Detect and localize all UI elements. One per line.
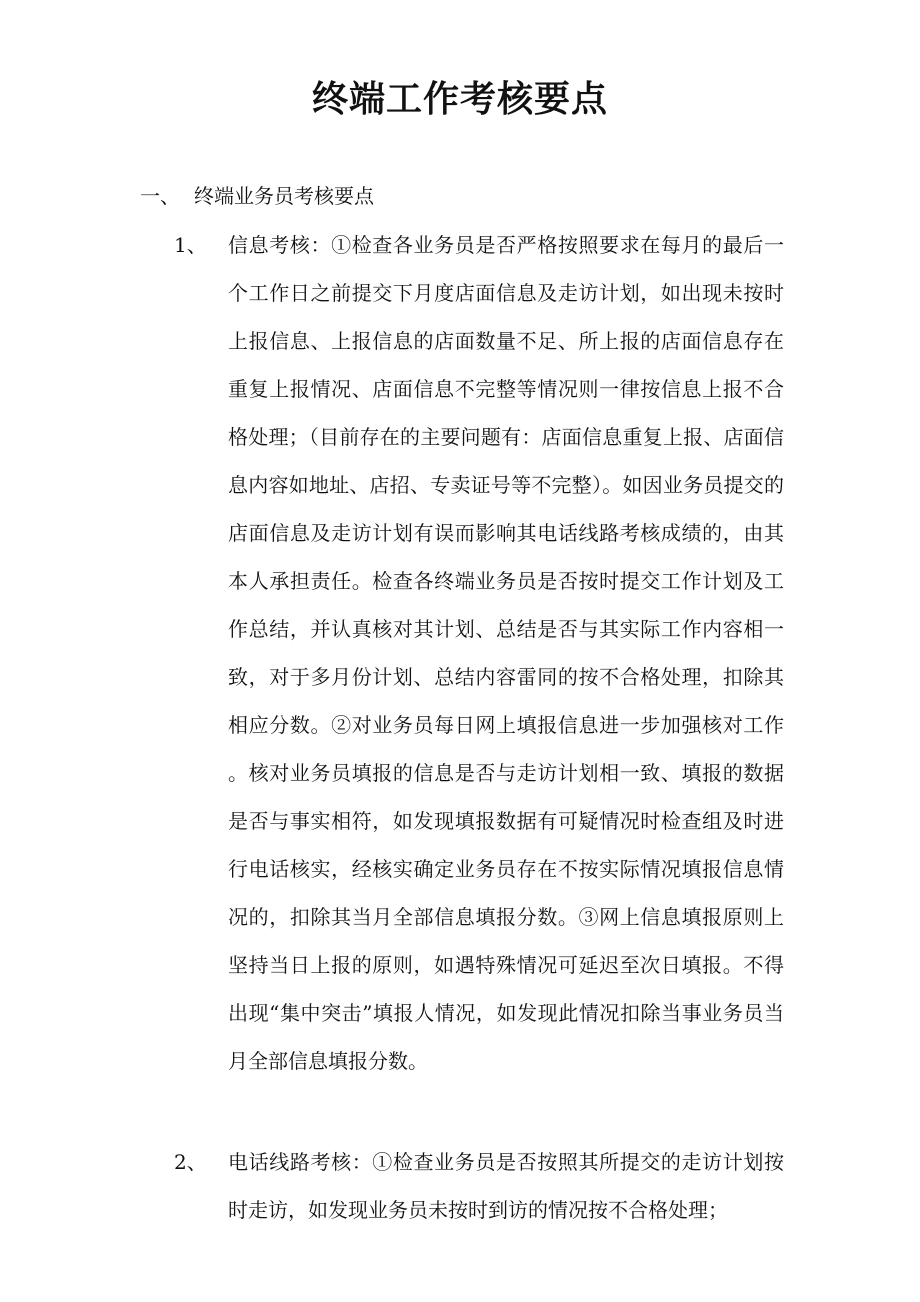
- section-title: 终端业务员考核要点: [194, 184, 374, 208]
- list-item-phone-route-assessment: [174, 1138, 794, 1234]
- list-item-number: 1、: [174, 233, 207, 257]
- section-number: 一、: [140, 184, 180, 208]
- list-item-number: 2、: [174, 1150, 207, 1174]
- list-item-text: 电话线路考核：①检查业务员是否按照其所提交的走访计划按时走访，如发现业务员未按时到访的情况按不合格处理；: [228, 1150, 784, 1222]
- list-item-text: 信息考核：①检查各业务员是否严格按照要求在每月的最后一个工作日之前提交下月度店面信息及走访计划，如出现未按时上报信息、上报信息的店面数量不足、所上报的店面信息存在重复上报情况、店面信息不完整等情况则一律按信息上报不合格处理；（目前存在的主要问题有：店面信息重复上报、店面信息内容如地址、店招、专卖证号等不完整）。如因业务员提交的店面信息及走访计划有误而影响其电话线路考核成绩的，由其本人承担责任。检查各终端业务员是否按时提交工作计划及工作总结，并认真核对其计划、总结是否与其实际工作内容相一致，对于多月份计划、总结内容雷同的按不合格处理，扣除其相应分数。②对业务员每日网上填报信息进一步加强核对工作。核对业务员填报的信息是否与走访计划相一致、填报的数据是否与事实相符，如发现填报数据有可疑情况时检查组及时进行电话核实，经核实确定业务员存在不按实际情况填报信息情况的，扣除其当月全部信息填报分数。③网上信息填报原则上坚持当日上报的原则，如遇特殊情况可延迟至次日填报。不得出现“集中突击”填报人情况，如发现此情况扣除当事业务员当月全部信息填报分数。: [228, 233, 784, 1073]
- document-title: 终端工作考核要点: [311, 79, 608, 120]
- list-item-information-assessment: [174, 221, 794, 1085]
- section-heading: [140, 180, 374, 212]
